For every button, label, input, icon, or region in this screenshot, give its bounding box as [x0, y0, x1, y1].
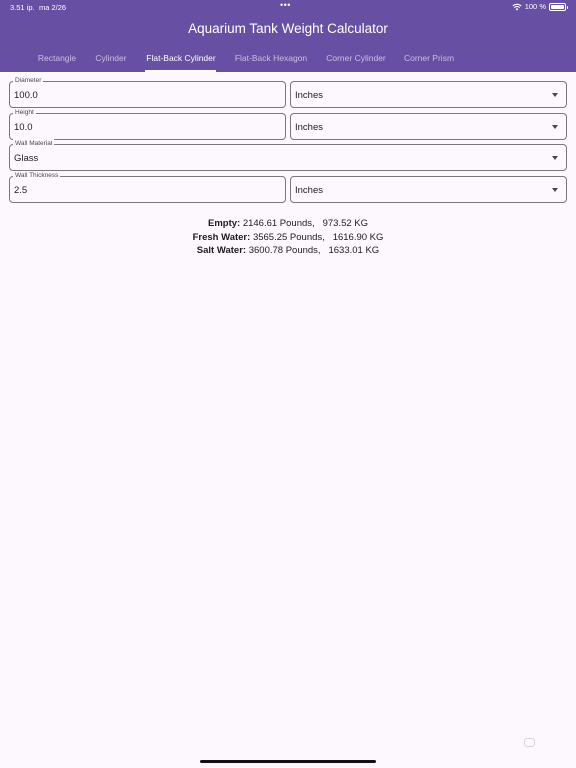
- result-salt-water-label: Salt Water:: [196, 245, 247, 256]
- result-salt-water: [0, 244, 576, 258]
- dropdown-arrow-icon: [552, 156, 558, 160]
- result-fresh-water-label: Fresh Water:: [192, 231, 251, 243]
- battery-percentage: 100 %: [524, 2, 546, 11]
- multitasking-dots-icon[interactable]: •••: [280, 0, 291, 10]
- tab-flat-back-hexagon[interactable]: Flat-Back Hexagon: [234, 53, 308, 63]
- wall-material-select[interactable]: [9, 140, 567, 171]
- tab-corner-prism[interactable]: Corner Prism: [403, 53, 455, 63]
- active-tab-indicator: [145, 70, 216, 72]
- battery-icon: [549, 3, 566, 11]
- result-empty-label: Empty:: [207, 218, 241, 229]
- height-value[interactable]: 10.0: [14, 122, 33, 133]
- height-unit-value: Inches: [295, 122, 323, 133]
- result-fresh-water-value: 3565.25 Pounds, 1616.90 KG: [252, 231, 384, 243]
- result-fresh-water: [0, 231, 576, 245]
- wall-thickness-value[interactable]: 2.5: [14, 185, 28, 196]
- tab-rectangle[interactable]: Rectangle: [37, 53, 77, 63]
- wall-thickness-label: Wall Thickness: [15, 172, 59, 179]
- app-bar: [0, 0, 576, 72]
- tab-corner-cylinder[interactable]: Corner Cylinder: [326, 53, 386, 63]
- keyboard-icon: [524, 738, 535, 747]
- status-date: ma 2/26: [39, 3, 67, 12]
- status-time: 3.51 ip.: [10, 3, 35, 12]
- tab-flat-back-cylinder[interactable]: Flat-Back Cylinder: [146, 53, 216, 63]
- tab-bar: [0, 48, 576, 72]
- result-empty-value: 2146.61 Pounds, 973.52 KG: [242, 218, 369, 229]
- dropdown-arrow-icon: [552, 125, 558, 129]
- diameter-unit-value: Inches: [295, 90, 323, 101]
- result-empty: [0, 217, 576, 231]
- diameter-value[interactable]: 100.0: [14, 90, 38, 101]
- home-indicator[interactable]: [200, 760, 376, 763]
- result-salt-water-value: 3600.78 Pounds, 1633.01 KG: [248, 245, 380, 256]
- wifi-icon: [512, 3, 522, 11]
- height-unit-select[interactable]: [290, 113, 567, 140]
- status-indicators: [512, 2, 566, 11]
- tab-cylinder[interactable]: Cylinder: [95, 53, 127, 63]
- height-label: Height: [15, 109, 34, 116]
- diameter-field[interactable]: [9, 77, 286, 108]
- results-panel: [0, 217, 576, 258]
- height-field[interactable]: [9, 109, 286, 140]
- wall-thickness-unit-value: Inches: [295, 185, 323, 196]
- wall-thickness-field[interactable]: [9, 172, 286, 203]
- diameter-unit-select[interactable]: [290, 81, 567, 108]
- wall-thickness-unit-select[interactable]: [290, 176, 567, 203]
- diameter-label: Diameter: [15, 77, 42, 84]
- dropdown-arrow-icon: [552, 188, 558, 192]
- dropdown-arrow-icon: [552, 93, 558, 97]
- wall-material-label: Wall Material: [15, 140, 53, 147]
- page-title: Aquarium Tank Weight Calculator: [188, 21, 388, 36]
- wall-material-value: Glass: [14, 153, 39, 164]
